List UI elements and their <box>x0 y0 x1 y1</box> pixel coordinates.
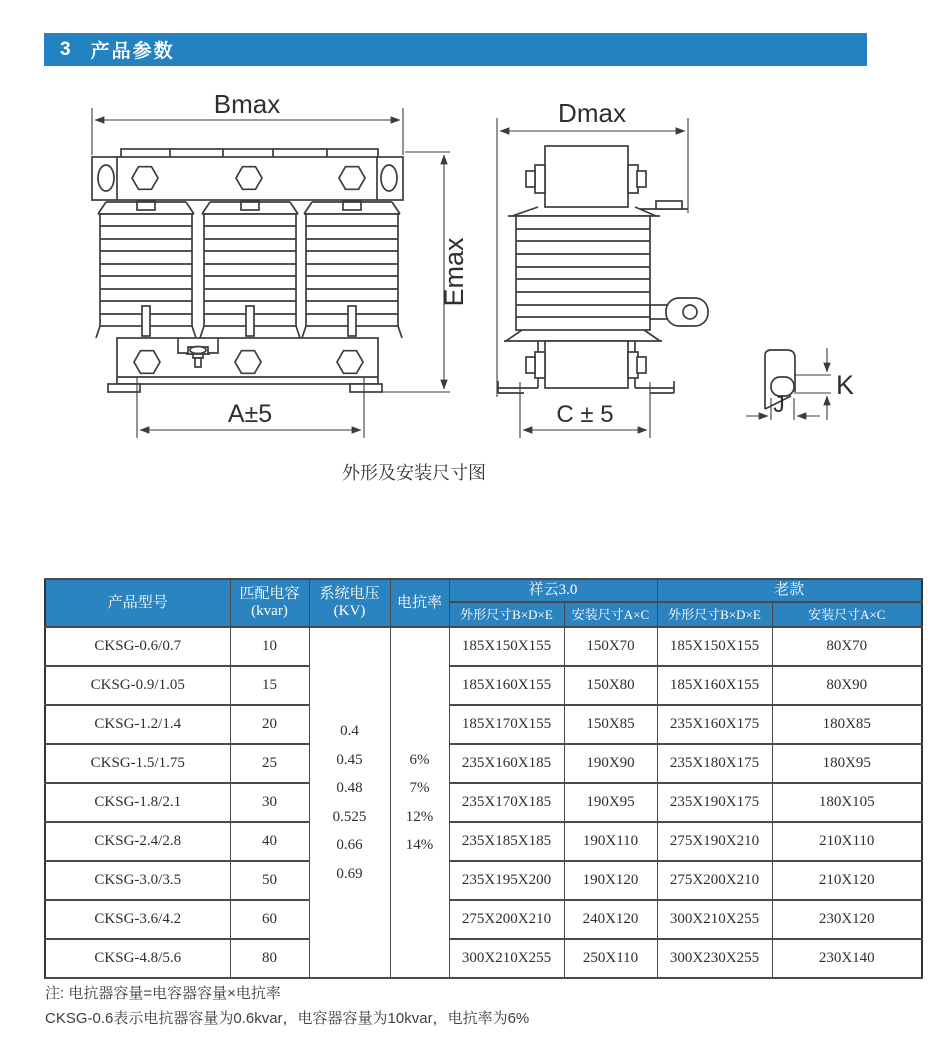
mounting-slot <box>381 165 397 191</box>
section-number: 3 <box>60 38 71 60</box>
cell-new-install: 190X95 <box>564 783 657 822</box>
col-header-capacity: 匹配电容 (kvar) <box>230 579 309 627</box>
sub-header-old-install: 安装尺寸A×C <box>772 602 922 627</box>
cell-old-install: 230X120 <box>772 900 922 939</box>
cell-new-outline: 185X150X155 <box>449 627 564 666</box>
voltage-value: 0.4 <box>340 723 359 739</box>
cell-reactance-list <box>390 627 449 978</box>
cell-new-outline: 235X160X185 <box>449 744 564 783</box>
cell-kvar: 50 <box>230 861 309 900</box>
dim-label-dmax: Dmax <box>558 98 626 128</box>
cell-model: CKSG-3.6/4.2 <box>45 900 230 939</box>
voltage-value: 0.525 <box>332 808 367 825</box>
table-row <box>45 666 922 705</box>
reactance-value: 6% <box>409 751 430 768</box>
cell-voltage-list <box>309 627 390 978</box>
dim-label-emax: Emax <box>439 237 469 307</box>
cell-new-install: 250X110 <box>564 939 657 978</box>
cell-kvar: 30 <box>230 783 309 822</box>
table-row <box>45 627 922 666</box>
hex-bolt <box>339 167 365 190</box>
dim-label-j: J <box>773 391 785 417</box>
cell-new-install: 150X70 <box>564 627 657 666</box>
cell-old-install: 210X110 <box>772 822 922 861</box>
cell-new-outline: 300X210X255 <box>449 939 564 978</box>
voltage-value: 0.45 <box>336 751 363 768</box>
cell-model: CKSG-2.4/2.8 <box>45 822 230 861</box>
cell-new-outline: 235X195X200 <box>449 861 564 900</box>
dim-label-c: C ± 5 <box>556 401 614 428</box>
note-line-1: 注: 电抗器容量=电容器容量×电抗率 <box>45 985 281 1002</box>
cell-old-outline: 300X230X255 <box>657 939 772 978</box>
cell-kvar: 40 <box>230 822 309 861</box>
cell-kvar: 10 <box>230 627 309 666</box>
hex-bolt <box>236 167 262 190</box>
cell-old-install: 80X90 <box>772 666 922 705</box>
col-header-voltage: 系统电压 (KV) <box>309 579 390 627</box>
hex-bolt <box>235 351 261 374</box>
hex-bolt <box>134 351 160 374</box>
cell-old-outline: 275X200X210 <box>657 861 772 900</box>
note-line-2: CKSG-0.6表示电抗器容量为0.6kvar，电容器容量为10kvar，电抗率为6% <box>45 1010 530 1027</box>
reactance-value: 14% <box>405 837 434 853</box>
dimension-drawing <box>44 88 924 460</box>
cell-model: CKSG-1.2/1.4 <box>45 705 230 744</box>
cell-old-outline: 185X150X155 <box>657 627 772 666</box>
hex-bolt <box>337 351 363 374</box>
table-row <box>45 939 922 978</box>
terminal-lug <box>650 298 708 326</box>
table-row <box>45 705 922 744</box>
cell-new-outline: 185X160X155 <box>449 666 564 705</box>
front-view <box>92 149 403 392</box>
cell-old-install: 180X105 <box>772 783 922 822</box>
cell-model: CKSG-1.5/1.75 <box>45 744 230 783</box>
reactance-value: 12% <box>405 808 434 825</box>
cell-new-install: 150X85 <box>564 705 657 744</box>
cell-old-install: 230X140 <box>772 939 922 978</box>
table-notes <box>45 981 529 1031</box>
header-row-groups <box>45 579 922 602</box>
cell-old-install: 180X85 <box>772 705 922 744</box>
cell-old-outline: 275X190X210 <box>657 822 772 861</box>
cell-kvar: 15 <box>230 666 309 705</box>
cell-old-outline: 235X180X175 <box>657 744 772 783</box>
sub-header-new-install: 安装尺寸A×C <box>564 602 657 627</box>
mounting-slot <box>98 165 114 191</box>
sub-header-old-outline: 外形尺寸B×D×E <box>657 602 772 627</box>
cell-new-install: 150X80 <box>564 666 657 705</box>
coil-stack <box>302 201 402 338</box>
voltage-value: 0.69 <box>336 865 363 882</box>
table-row <box>45 900 922 939</box>
group-header-xiangyun: 祥云3.0 <box>449 579 657 602</box>
group-header-old: 老款 <box>657 579 922 602</box>
cell-model: CKSG-1.8/2.1 <box>45 783 230 822</box>
cell-model: CKSG-3.0/3.5 <box>45 861 230 900</box>
cell-new-install: 190X110 <box>564 822 657 861</box>
cell-old-install: 210X120 <box>772 861 922 900</box>
table-row <box>45 783 922 822</box>
cell-new-outline: 235X170X185 <box>449 783 564 822</box>
cell-old-outline: 235X160X175 <box>657 705 772 744</box>
cell-kvar: 60 <box>230 900 309 939</box>
voltage-value: 0.66 <box>336 837 363 853</box>
sub-header-new-outline: 外形尺寸B×D×E <box>449 602 564 627</box>
col-header-model: 产品型号 <box>45 579 230 627</box>
figure-caption: 外形及安装尺寸图 <box>342 463 486 483</box>
hex-bolt <box>132 167 158 190</box>
cell-new-outline: 235X185X185 <box>449 822 564 861</box>
cell-old-install: 80X70 <box>772 627 922 666</box>
side-view <box>498 146 708 393</box>
dim-label-a: A±5 <box>227 400 273 428</box>
table-row <box>45 861 922 900</box>
reactance-value: 7% <box>409 780 430 796</box>
dim-label-bmax: Bmax <box>213 89 281 119</box>
cell-model: CKSG-0.6/0.7 <box>45 627 230 666</box>
cell-new-install: 190X120 <box>564 861 657 900</box>
table-row <box>45 822 922 861</box>
cell-old-install: 180X95 <box>772 744 922 783</box>
coil-stack <box>200 201 300 338</box>
cell-old-outline: 300X210X255 <box>657 900 772 939</box>
cell-old-outline: 235X190X175 <box>657 783 772 822</box>
cell-new-install: 190X90 <box>564 744 657 783</box>
coil-stack <box>96 201 196 338</box>
table-row <box>45 744 922 783</box>
section-title: 产品参数 <box>90 41 175 62</box>
cell-kvar: 80 <box>230 939 309 978</box>
cell-model: CKSG-0.9/1.05 <box>45 666 230 705</box>
dim-label-k: K <box>836 370 855 400</box>
cell-model: CKSG-4.8/5.6 <box>45 939 230 978</box>
cell-new-outline: 185X170X155 <box>449 705 564 744</box>
section-header <box>44 33 867 66</box>
spec-table <box>44 578 923 979</box>
cell-old-outline: 185X160X155 <box>657 666 772 705</box>
cell-kvar: 20 <box>230 705 309 744</box>
col-header-reactance: 电抗率 <box>390 579 449 627</box>
cell-new-install: 240X120 <box>564 900 657 939</box>
cell-new-outline: 275X200X210 <box>449 900 564 939</box>
cell-kvar: 25 <box>230 744 309 783</box>
voltage-value: 0.48 <box>336 780 363 796</box>
